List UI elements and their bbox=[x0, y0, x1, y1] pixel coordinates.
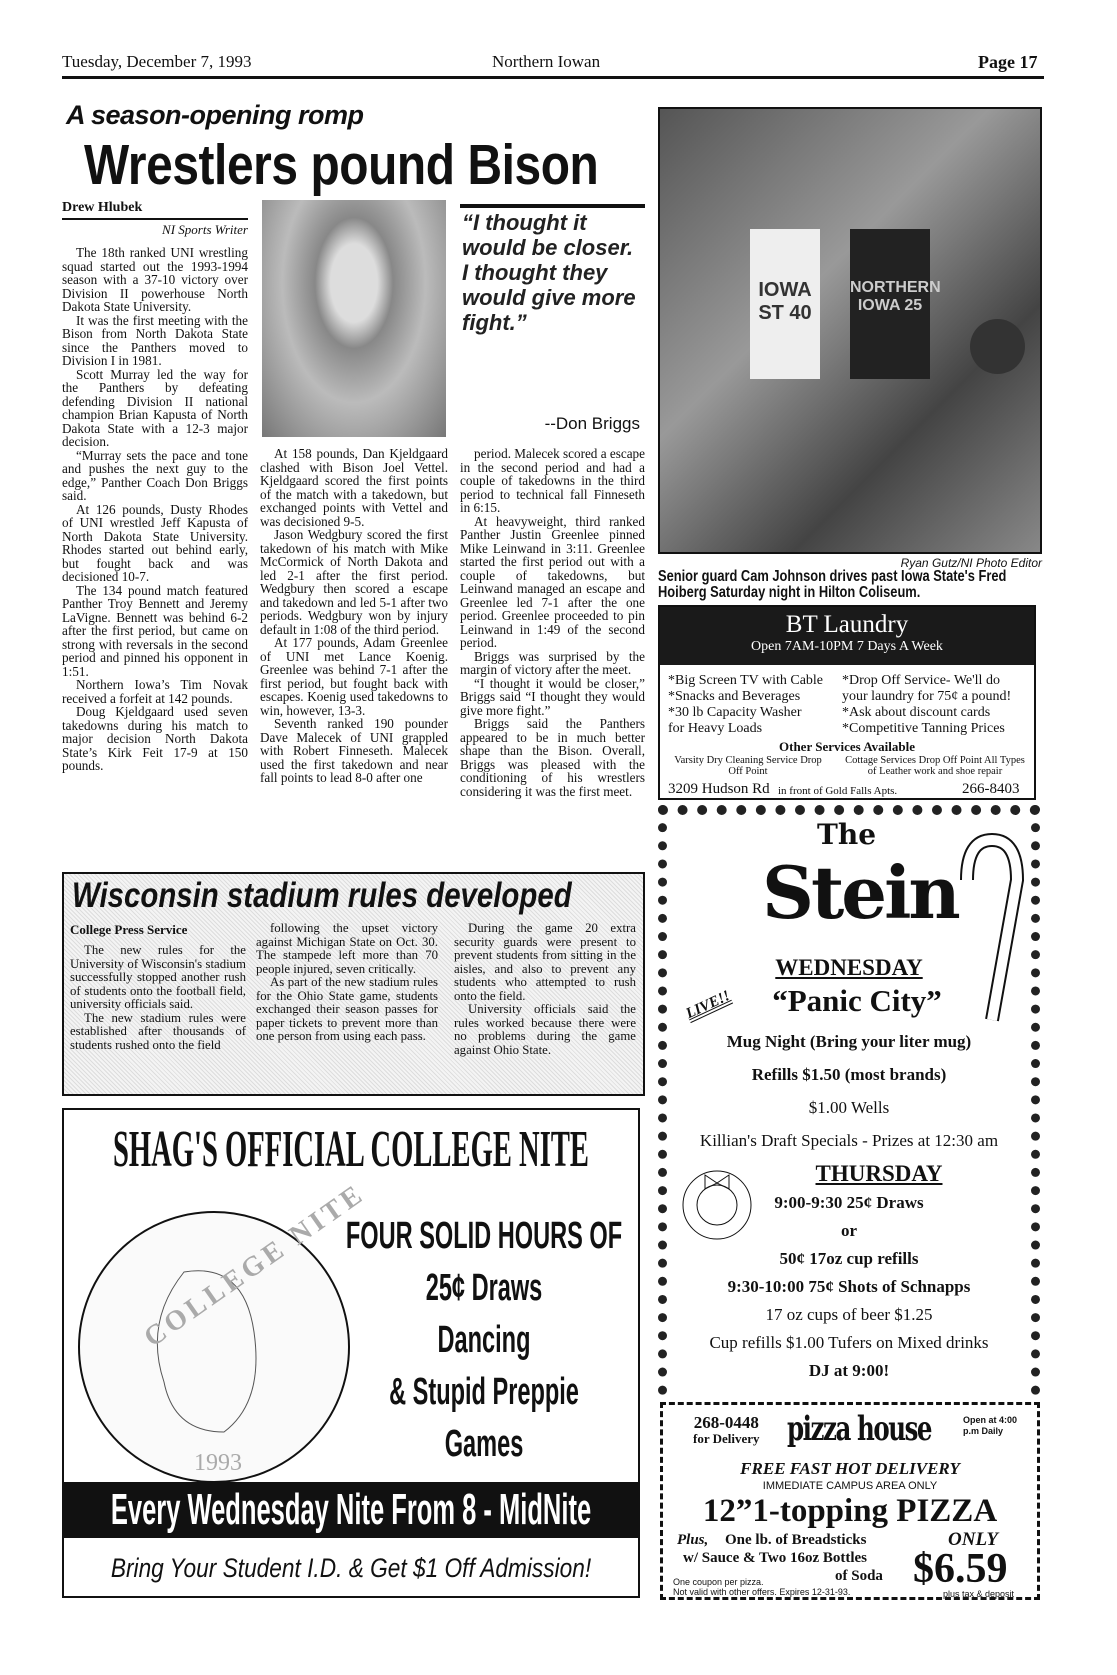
pizza-phone-block bbox=[693, 1415, 760, 1447]
story-column-2 bbox=[260, 447, 448, 785]
pizza-hours: Open at 4:00 p.m Daily bbox=[963, 1415, 1018, 1436]
stein-special: 17 oz cups of beer $1.25 bbox=[765, 1305, 933, 1324]
paragraph: The new rules for the University of Wisconsin's stadium successfully stopped another rush of students onto the football field, university officials said. bbox=[70, 943, 246, 1011]
pull-quote: “I thought it would be closer. I thought they would give more fight.” bbox=[462, 210, 636, 335]
paragraph: “Murray sets the pace and tone and pushes the next guy to the edge,” Panther Coach Don Briggs said. bbox=[62, 447, 248, 503]
story-column-3 bbox=[460, 447, 645, 798]
paragraph: following the upset victory against Michigan State on Oct. 30. The stampede left more than 70 people injured, seven critically. bbox=[256, 921, 438, 976]
paragraph: The new stadium rules were established after thousands of students rushed onto the field bbox=[70, 1010, 246, 1052]
stein-wednesday-specials bbox=[667, 1025, 1031, 1157]
issue-date: Tuesday, December 7, 1993 bbox=[62, 52, 252, 71]
laundry-features-left bbox=[668, 673, 838, 737]
candy-cane-icon bbox=[957, 830, 1027, 1030]
stein-special: Killian's Draft Specials - Prizes at 12:30 am bbox=[699, 1131, 999, 1150]
pizza-fine-1: One coupon per pizza. bbox=[673, 1577, 764, 1587]
paragraph: The 134 pound match featured Panther Troy Bennett and Jeremy LaVigne. Bennett was behind 6-2 after the first period, but came on strong with reversals in the second period and pinned his opponent in 1:51. bbox=[62, 582, 248, 679]
laundry-other-left: Varsity Dry Cleaning Service Drop Off Point bbox=[674, 755, 822, 777]
wisconsin-source: College Press Service bbox=[70, 922, 188, 937]
shags-title: SHAG'S OFFICIAL COLLEGE NITE bbox=[113, 1121, 589, 1178]
coin-year: 1993 bbox=[194, 1450, 242, 1476]
laundry-feature: *Drop Off Service- We'll do bbox=[842, 673, 1000, 688]
byline: Drew Hlubek bbox=[62, 200, 143, 215]
pizza-fine-print bbox=[673, 1577, 850, 1597]
basketball-photo bbox=[658, 107, 1042, 554]
paragraph: Doug Kjeldgaard used seven takedowns during his match to major decision North Dakota State’s Kirk Feit 17-9 at 150 pounds. bbox=[62, 704, 248, 773]
stein-band: “Panic City” bbox=[772, 983, 942, 1018]
pizza-extras-2: w/ Sauce & Two 16oz Bottles bbox=[683, 1550, 868, 1566]
jersey-iowa-state: IOWA ST 40 bbox=[750, 229, 820, 379]
stein-special: or bbox=[840, 1221, 858, 1240]
story-column-1 bbox=[62, 246, 248, 773]
stein-special: Refills $1.50 (most brands) bbox=[751, 1065, 947, 1084]
story-headline: Wrestlers pound Bison bbox=[84, 133, 599, 197]
basketball bbox=[970, 319, 1025, 374]
pizza-fine-2: Not valid with other offers. Expires 12-31-93. bbox=[673, 1587, 851, 1597]
jersey-northern-iowa: NORTHERN IOWA 25 bbox=[850, 229, 930, 379]
paragraph: Seventh ranked 190 pounder Dave Malecek of UNI grappled with Robert Finneseth. Malecek used the first takedown and near fall points to lead 8-0 after one bbox=[260, 716, 448, 785]
paragraph: Jason Wedgbury scored the first takedown of his match with Mike McCormick of North Dakota and led 2-1 after the first period. Wedgbury then scored a escape and takedown and led 5-1 after two periods. Wedgbury won by injury default in 1:08 of the third period. bbox=[260, 527, 448, 637]
stein-special: 9:00-9:30 25¢ Draws bbox=[774, 1193, 924, 1212]
stein-logo: Stein bbox=[762, 850, 958, 935]
stein-special: 50¢ 17oz cup refills bbox=[779, 1249, 919, 1268]
paragraph: Briggs said the Panthers appeared to be in much better shape than the Bison. Overall, Briggs was pleased with the conditioning of his wrestlers considering it was the first meet. bbox=[460, 716, 645, 799]
laundry-name: BT Laundry bbox=[785, 611, 909, 638]
paragraph: During the game 20 extra security guards were present to prevent students from sitting in the aisles, and also to prevent any students who attempted to rush onto the field. bbox=[454, 921, 636, 1003]
page-number: Page 17 bbox=[978, 52, 1038, 72]
coin-text: COLLEGE NITE bbox=[138, 1177, 371, 1354]
the-stein-ad bbox=[658, 805, 1040, 1395]
masthead-rule bbox=[62, 76, 1044, 79]
laundry-hours: Open 7AM-10PM 7 Days A Week bbox=[751, 639, 943, 654]
paragraph: It was the first meeting with the Bison from North Dakota State since the Panthers moved to Division I in 1981. bbox=[62, 312, 248, 368]
laundry-feature: *30 lb Capacity Washer bbox=[668, 705, 802, 720]
pull-quote-attribution: --Don Briggs bbox=[544, 414, 640, 433]
pizza-extras-3: of Soda bbox=[835, 1568, 883, 1584]
byline-role: NI Sports Writer bbox=[162, 222, 248, 237]
paper-name: Northern Iowan bbox=[492, 52, 601, 71]
shags-special-line: Dancing bbox=[437, 1319, 531, 1361]
laundry-features-right bbox=[842, 673, 1032, 737]
laundry-feature: *Competitive Tanning Prices bbox=[842, 721, 1005, 736]
stein-wednesday: WEDNESDAY bbox=[775, 955, 923, 980]
stein-thursday: THURSDAY bbox=[815, 1161, 943, 1186]
shags-special-line: 25¢ Draws bbox=[425, 1267, 543, 1309]
pizza-area: IMMEDIATE CAMPUS AREA ONLY bbox=[762, 1480, 938, 1492]
stein-special: 9:30-10:00 75¢ Shots of Schnapps bbox=[727, 1277, 971, 1296]
paragraph: The 18th ranked UNI wrestling squad started out the 1993-1994 season with a 37-10 victory over Division II powerhouse North Dakota State University. bbox=[62, 245, 248, 314]
laundry-feature: your laundry for 75¢ a pound! bbox=[842, 689, 1012, 704]
stein-logo-the: The bbox=[817, 818, 877, 851]
pizza-extras-1: One lb. of Breadsticks bbox=[725, 1532, 867, 1548]
wisconsin-story bbox=[62, 872, 645, 1096]
pizza-only: ONLY bbox=[948, 1529, 998, 1550]
laundry-other-title: Other Services Available bbox=[779, 739, 915, 754]
paragraph: At 177 pounds, Adam Greenlee of UNI met Lance Koenig. Greenlee was behind 7-1 after the first period, but fought back with escapes. Koenig used takedowns to win, however, 13-3. bbox=[260, 635, 448, 718]
wisconsin-headline: Wisconsin stadium rules developed bbox=[72, 876, 572, 915]
byline-rule bbox=[62, 218, 248, 220]
wisconsin-column-2 bbox=[256, 922, 438, 1044]
laundry-other-right: Cottage Services Drop Off Point All Types of Leather work and shoe repair bbox=[845, 755, 1025, 777]
pullquote-rule bbox=[460, 204, 645, 208]
paragraph: Scott Murray led the way for the Panthers by defeating defending Division II national champion Brian Kapusta of North Dakota State with a 12-3 major decision. bbox=[62, 366, 248, 449]
coach-photo bbox=[262, 200, 446, 437]
shags-footer: Bring Your Student I.D. & Get $1 Off Admission! bbox=[110, 1553, 592, 1583]
pizza-plus: Plus, bbox=[677, 1532, 709, 1548]
laundry-phone: 266-8403 bbox=[962, 781, 1020, 797]
shags-college-nite-ad bbox=[62, 1108, 640, 1598]
laundry-feature: *Big Screen TV with Cable bbox=[668, 673, 824, 688]
wisconsin-column-1 bbox=[70, 944, 246, 1052]
laundry-feature: *Snacks and Beverages bbox=[668, 689, 801, 704]
paragraph: “I thought it would be closer,” Briggs said “I thought they would give more fight.” bbox=[460, 675, 645, 718]
pizza-house-logo: pizza house bbox=[787, 1409, 932, 1449]
laundry-address: 3209 Hudson Rd bbox=[668, 781, 770, 797]
laundry-feature: for Heavy Loads bbox=[668, 721, 763, 736]
photo-caption: Senior guard Cam Johnson drives past Iowa State's Fred Hoiberg Saturday night in Hilton Coliseum. bbox=[658, 568, 1007, 601]
pizza-phone-sub: for Delivery bbox=[693, 1431, 760, 1446]
pizza-offer: 12”1-topping PIZZA bbox=[702, 1493, 998, 1529]
laundry-location: in front of Gold Falls Apts. bbox=[778, 785, 898, 797]
paragraph: At 126 pounds, Dusty Rhodes of UNI wrestled Jeff Kapusta of North Dakota State University. Rhodes started out behind early, but fought back and was decisioned 10-7. bbox=[62, 501, 248, 584]
pizza-delivery: FREE FAST HOT DELIVERY bbox=[740, 1459, 960, 1478]
pizza-house-coupon[interactable] bbox=[660, 1402, 1040, 1600]
pizza-phone: 268-0448 bbox=[693, 1413, 759, 1432]
paragraph: University officials said the rules worked because there were no problems during the game against Ohio State. bbox=[454, 1002, 636, 1057]
pizza-price: $6.59 bbox=[913, 1546, 1008, 1592]
shags-specials bbox=[335, 1210, 633, 1470]
paragraph: period. Malecek scored a escape in the second period and had a couple of takedowns in the third period to technical fall Finneseth in 6:15. bbox=[460, 446, 645, 515]
paragraph: Briggs was surprised by the margin of victory after the meet. bbox=[460, 648, 645, 677]
shags-special-line: Games bbox=[444, 1423, 524, 1465]
shags-banner bbox=[64, 1482, 638, 1538]
laundry-feature: *Ask about discount cards bbox=[842, 705, 991, 720]
stein-live: LIVE!! bbox=[683, 987, 733, 1023]
stein-special: Mug Night (Bring your liter mug) bbox=[726, 1032, 972, 1051]
paragraph: Northern Iowa’s Tim Novak received a forfeit at 142 pounds. bbox=[62, 677, 248, 706]
shags-special-line: & Stupid Preppie bbox=[389, 1371, 579, 1413]
story-kicker: A season-opening romp bbox=[66, 100, 364, 130]
paragraph: At heavyweight, third ranked Panther Justin Greenlee pinned Mike Leinwand in 3:11. Greenlee started the first period out with a couple of takedowns, but Leinwand managed an escape and Greenlee led 7-1 after the one period. Greenlee proceeded to pin Leinwand in 1:49 of the second period. bbox=[460, 513, 645, 650]
stein-special: $1.00 Wells bbox=[808, 1098, 890, 1117]
shags-special-line: FOUR SOLID HOURS OF bbox=[345, 1215, 623, 1257]
bt-laundry-ad bbox=[658, 605, 1036, 800]
photo-credit: Ryan Gutz/NI Photo Editor bbox=[900, 556, 1042, 570]
wisconsin-column-3 bbox=[454, 922, 636, 1057]
paragraph: At 158 pounds, Dan Kjeldgaard clashed with Bison Joel Vettel. Kjeldgaard scored the first points of the match with a takedown, but exchanged points with Vettel and was decisioned 9-5. bbox=[260, 446, 448, 529]
stein-special: DJ at 9:00! bbox=[808, 1361, 890, 1380]
shags-banner-text: Every Wednesday Nite From 8 - MidNite bbox=[110, 1485, 592, 1534]
stein-thursday-specials bbox=[667, 1189, 1031, 1385]
paragraph: As part of the new stadium rules for the Ohio State game, students exchanged their season passes for paper tickets to prevent more than one person from using each pass. bbox=[256, 975, 438, 1043]
stein-special: Cup refills $1.00 Tufers on Mixed drinks bbox=[709, 1333, 989, 1352]
pizza-tax: plus tax & deposit bbox=[943, 1589, 1015, 1599]
